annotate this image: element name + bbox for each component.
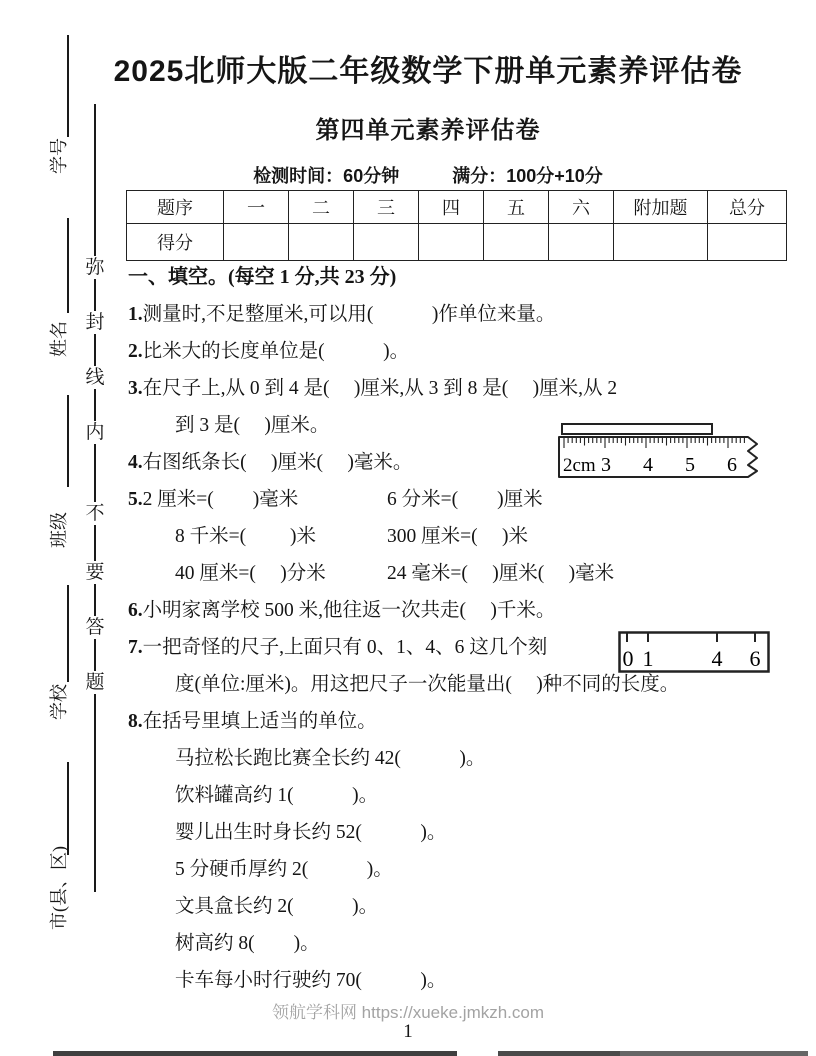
score-cell	[708, 224, 787, 261]
ruler-scale-label: 4	[643, 454, 653, 476]
score-table-score-row	[127, 224, 787, 261]
question-text: 在尺子上,从 0 到 4 是( )厘米,从 3 到 8 是( )厘米,从 2	[142, 378, 618, 399]
district-label: 市(县、区)	[49, 846, 69, 930]
ruler-scale-label: 2cm	[563, 455, 596, 476]
score-cell	[224, 224, 289, 261]
score-table-header-row	[127, 191, 787, 224]
exam-score-label: 满分：100分+10分	[452, 166, 603, 186]
question-body	[128, 259, 800, 999]
ruler-scale-label: 6	[727, 454, 737, 476]
question-number: 8.	[128, 711, 143, 732]
student-number-label: 学号	[49, 138, 69, 174]
question-1	[128, 296, 800, 333]
question-2	[128, 333, 800, 370]
seal-char: 题	[85, 672, 105, 693]
paper-strip	[562, 424, 712, 434]
school-fill-line	[67, 585, 69, 682]
score-table	[126, 190, 787, 261]
question-text: 马拉松长跑比赛全长约 42( )。	[175, 748, 486, 769]
question-text: 饮料罐高约 1( )。	[175, 785, 379, 806]
seal-char: 封	[85, 312, 105, 333]
question-8-item	[128, 888, 800, 925]
question-text: 右图纸条长( )厘米( )毫米。	[142, 452, 413, 473]
question-number: 2.	[128, 341, 143, 362]
score-cell	[484, 224, 549, 261]
score-cell	[289, 224, 354, 261]
question-8-item	[128, 777, 800, 814]
score-table-header-cell: 一	[224, 191, 289, 224]
seal-line-segment	[94, 334, 96, 366]
ruler-scale-label: 3	[601, 454, 611, 476]
ruler-scale-label: 4	[711, 646, 723, 671]
ruler-scale-label: 1	[642, 646, 654, 671]
seal-char: 线	[85, 367, 105, 388]
seal-line-segment	[94, 525, 96, 561]
question-text: 树高约 8( )。	[175, 933, 320, 954]
seal-char: 内	[85, 422, 105, 443]
question-number: 7.	[128, 637, 143, 658]
class-label: 班级	[49, 512, 69, 548]
question-text: 测量时,不足整厘米,可以用( )作单位来量。	[142, 304, 556, 325]
question-text: 文具盒长约 2( )。	[175, 896, 379, 917]
exam-time-label: 检测时间：60分钟	[253, 166, 400, 186]
question-5-row2	[128, 518, 800, 555]
question-8-item	[128, 814, 800, 851]
seal-char: 不	[85, 503, 105, 524]
score-row-label: 得分	[127, 224, 224, 261]
score-table-header-cell: 附加题	[614, 191, 708, 224]
question-number: 3.	[128, 378, 143, 399]
score-table-header-cell: 五	[484, 191, 549, 224]
cm-ruler-figure	[556, 421, 768, 479]
question-text: 度(单位:厘米)。用这把尺子一次能量出( )种不同的长度。	[175, 674, 680, 695]
question-3	[128, 370, 800, 407]
strange-ruler-figure	[618, 631, 770, 673]
page-number: 1	[403, 1021, 413, 1042]
question-8	[128, 703, 800, 740]
student-number-fill-line	[67, 35, 69, 137]
question-5-row1	[128, 481, 800, 518]
class-fill-line	[67, 395, 69, 487]
question-number: 1.	[128, 304, 143, 325]
score-cell	[354, 224, 419, 261]
seal-line-segment	[94, 694, 96, 892]
name-fill-line	[67, 218, 69, 313]
seal-char: 答	[85, 617, 105, 638]
question-text: 比米大的长度单位是( )。	[142, 341, 410, 362]
paper-subtitle: 第四单元素养评估卷	[315, 117, 541, 144]
conversion-item: 2 厘米=( )毫米	[142, 489, 299, 510]
score-cell	[419, 224, 484, 261]
seal-line-segment	[94, 444, 96, 502]
conversion-item: 300 厘米=( )米	[387, 526, 528, 547]
ruler-scale-label: 6	[749, 646, 761, 671]
score-table-header-cell: 总分	[708, 191, 787, 224]
section-one-heading: 一、填空。(每空 1 分,共 23 分)	[128, 266, 397, 288]
district-fill-line	[67, 762, 69, 855]
exam-info	[70, 162, 786, 188]
school-label: 学校	[49, 684, 69, 720]
ruler-scale-label: 0	[622, 646, 634, 671]
footer-site-link: 领航学科网 https://xueke.jmkzh.com	[271, 1003, 545, 1022]
score-table-header-cell: 六	[549, 191, 614, 224]
question-text: 到 3 是( )厘米。	[175, 415, 330, 436]
seal-char: 要	[85, 562, 105, 583]
question-text: 婴儿出生时身长约 52( )。	[175, 822, 447, 843]
conversion-item: 40 厘米=( )分米	[175, 563, 326, 584]
question-number: 5.	[128, 489, 143, 510]
score-cell	[614, 224, 708, 261]
question-number: 4.	[128, 452, 143, 473]
question-8-item	[128, 740, 800, 777]
score-table-header-cell: 三	[354, 191, 419, 224]
question-text: 5 分硬币厚约 2( )。	[175, 859, 393, 880]
conversion-item: 8 千米=( )米	[175, 526, 316, 547]
name-label: 姓名	[49, 321, 69, 357]
question-text: 小明家离学校 500 米,他往返一次共走( )千米。	[142, 600, 556, 621]
seal-line-segment	[94, 584, 96, 616]
score-table-header-cell: 四	[419, 191, 484, 224]
question-6	[128, 592, 800, 629]
question-8-item	[128, 962, 800, 999]
seal-line-segment	[94, 389, 96, 421]
question-text: 一把奇怪的尺子,上面只有 0、1、4、6 这几个刻	[142, 637, 548, 658]
seal-line-segment	[94, 639, 96, 671]
question-number: 6.	[128, 600, 143, 621]
score-cell	[549, 224, 614, 261]
score-table-header-cell: 题序	[127, 191, 224, 224]
conversion-item: 24 毫米=( )厘米( )毫米	[387, 563, 615, 584]
seal-char: 弥	[85, 257, 105, 278]
score-table-header-cell: 二	[289, 191, 354, 224]
conversion-item: 6 分米=( )厘米	[387, 489, 543, 510]
seal-line-segment	[94, 279, 96, 311]
ruler-scale-label: 5	[685, 454, 695, 476]
paper-title: 2025北师大版二年级数学下册单元素养评估卷	[113, 55, 743, 88]
question-5-row3	[128, 555, 800, 592]
question-text: 在括号里填上适当的单位。	[142, 711, 377, 732]
question-8-item	[128, 925, 800, 962]
seal-line-column	[84, 104, 106, 892]
question-text: 卡车每小时行驶约 70( )。	[175, 970, 447, 991]
page-bottom-edge	[0, 1051, 816, 1056]
question-8-item	[128, 851, 800, 888]
